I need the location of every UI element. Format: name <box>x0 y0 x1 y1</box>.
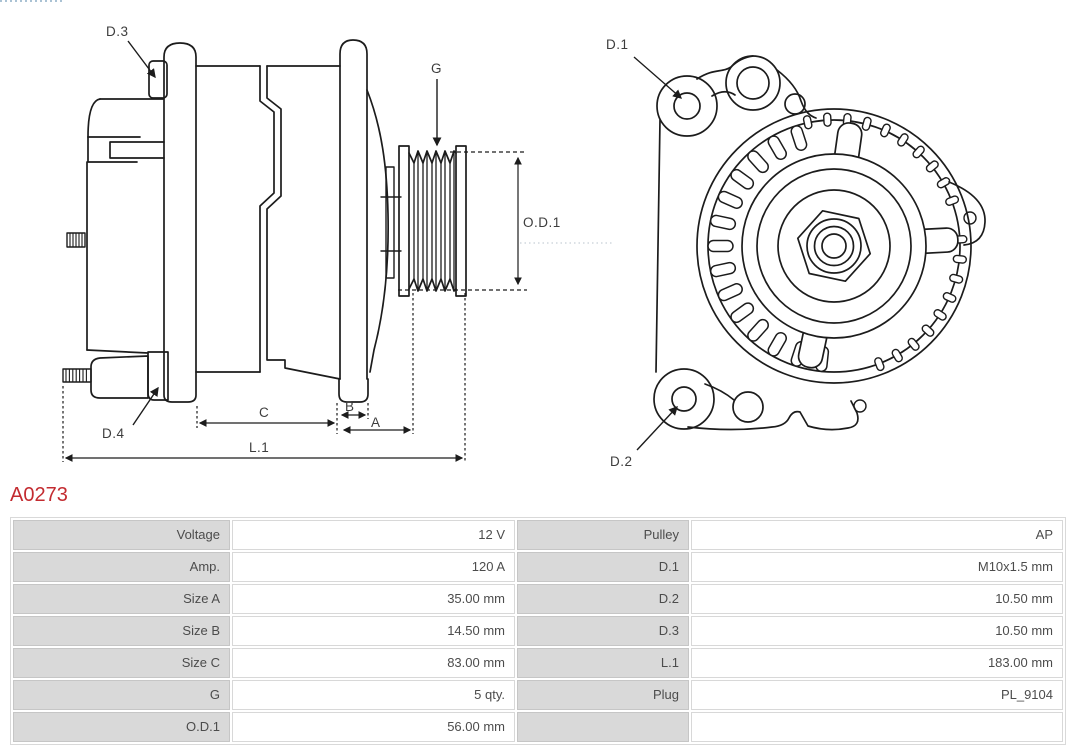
spec-value-cell: 56.00 mm <box>232 712 515 742</box>
table-row <box>13 552 1063 582</box>
spec-value-cell: 83.00 mm <box>232 648 515 678</box>
spec-label-cell: Plug <box>517 680 689 710</box>
spec-value-cell: M10x1.5 mm <box>691 552 1063 582</box>
spec-label-cell: Amp. <box>13 552 230 582</box>
table-row <box>13 520 1063 550</box>
spec-table <box>10 517 1066 745</box>
spec-label-cell: L.1 <box>517 648 689 678</box>
spec-label-cell: Size B <box>13 616 230 646</box>
table-row <box>13 616 1063 646</box>
spec-label-cell: D.2 <box>517 584 689 614</box>
front-view-drawing <box>654 56 985 430</box>
spec-value-cell: 35.00 mm <box>232 584 515 614</box>
spec-value-cell: 10.50 mm <box>691 584 1063 614</box>
spec-label-cell: D.1 <box>517 552 689 582</box>
spec-label-cell: O.D.1 <box>13 712 230 742</box>
spec-label-cell: Pulley <box>517 520 689 550</box>
table-row <box>13 648 1063 678</box>
spec-label-cell: Size A <box>13 584 230 614</box>
table-row <box>13 712 1063 742</box>
spec-label-cell: G <box>13 680 230 710</box>
dim-label-d1: D.1 <box>606 37 629 52</box>
spec-value-cell: PL_9104 <box>691 680 1063 710</box>
spec-value-cell <box>691 712 1063 742</box>
spec-value-cell: 10.50 mm <box>691 616 1063 646</box>
spec-label-cell <box>517 712 689 742</box>
spec-value-cell: 120 A <box>232 552 515 582</box>
dim-label-g: G <box>431 61 443 76</box>
part-number: A0273 <box>10 484 68 506</box>
table-row <box>13 680 1063 710</box>
dim-label-a: A <box>371 415 381 430</box>
spec-label-cell: Size C <box>13 648 230 678</box>
spec-label-cell: Voltage <box>13 520 230 550</box>
dim-label-d4: D.4 <box>102 426 125 441</box>
spec-label-cell: D.3 <box>517 616 689 646</box>
spec-value-cell: 14.50 mm <box>232 616 515 646</box>
spec-value-cell: 12 V <box>232 520 515 550</box>
dim-label-d3: D.3 <box>106 24 129 39</box>
dim-label-c: C <box>259 405 270 420</box>
dim-label-d2: D.2 <box>610 454 633 469</box>
side-view-drawing <box>63 40 466 402</box>
dim-label-l1: L.1 <box>249 440 270 455</box>
table-row <box>13 584 1063 614</box>
dim-label-od1: O.D.1 <box>523 215 561 230</box>
spec-value-cell: 5 qty. <box>232 680 515 710</box>
spec-value-cell: 183.00 mm <box>691 648 1063 678</box>
dim-label-b: B <box>345 399 355 414</box>
spec-value-cell: AP <box>691 520 1063 550</box>
